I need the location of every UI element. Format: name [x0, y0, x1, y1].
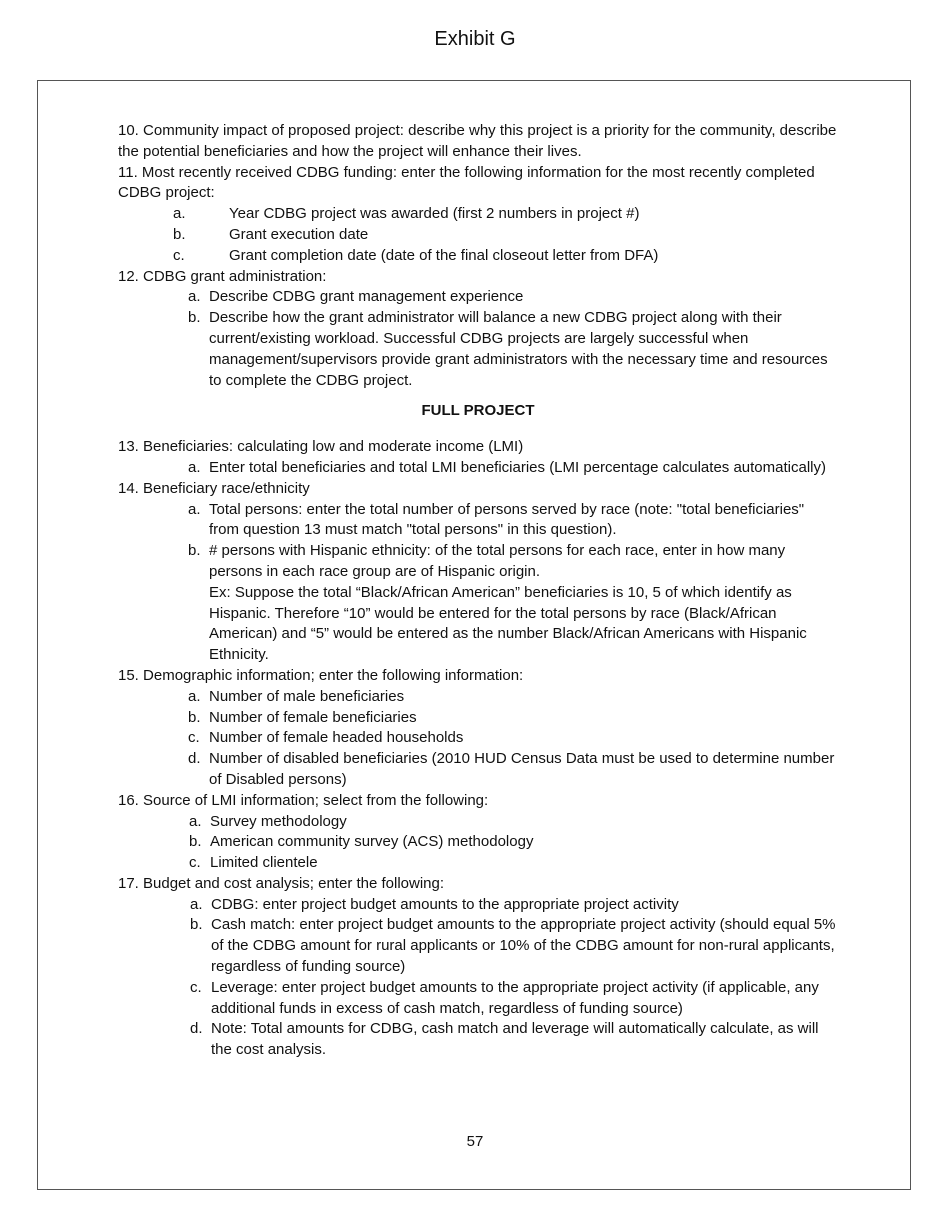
list-item	[118, 225, 838, 246]
page-number: 57	[466, 1133, 484, 1150]
list-marker: c.	[189, 854, 201, 872]
list-marker: d.	[190, 1020, 203, 1038]
list-item-text: Cash match: enter project budget amounts to the appropriate project activity (should equal 5% of the CDBG amount for rural applicants or 10% of the CDBG amount for non-rural applicants, regardless of funding source)	[211, 916, 836, 976]
list-item	[118, 541, 838, 666]
list-marker: a.	[190, 895, 203, 913]
list-item-text: CDBG: enter project budget amounts to the appropriate project activity	[211, 895, 679, 913]
list-item	[118, 308, 838, 391]
list-marker: c.	[173, 246, 185, 264]
list-item	[118, 978, 838, 1020]
list-item-text: Grant execution date	[229, 225, 369, 243]
list-marker: d.	[188, 750, 201, 768]
list-marker: c.	[190, 978, 202, 996]
list-item	[118, 204, 838, 225]
question-10: 10. Community impact of proposed project: describe why this project is a priority for the community, describe the potential beneficiaries and how the project will enhance their lives.	[118, 122, 837, 160]
list-item	[118, 246, 838, 267]
list-item	[118, 1019, 838, 1061]
question-16: 16. Source of LMI information; select from the following:	[118, 791, 489, 809]
question-17: 17. Budget and cost analysis; enter the following:	[118, 874, 445, 892]
list-item	[118, 728, 838, 749]
list-item-text: Describe how the grant administrator will balance a new CDBG project along with their current/existing workload. Successful CDBG projects are largely successful when management/supervisors provide grant administrators with the necessary time and resources to complete the CDBG project.	[209, 309, 828, 389]
list-item	[118, 915, 838, 977]
list-item	[118, 749, 838, 791]
list-item-text: Year CDBG project was awarded (first 2 numbers in project #)	[229, 205, 640, 223]
list-item-text: # persons with Hispanic ethnicity: of the total persons for each race, enter in how many persons in each race group are of Hispanic origin.	[209, 542, 786, 580]
list-item-text: Describe CDBG grant management experience	[209, 288, 524, 306]
list-item-text: Note: Total amounts for CDBG, cash match and leverage will automatically calculate, as will the cost analysis.	[211, 1020, 819, 1059]
question-14: 14. Beneficiary race/ethnicity	[118, 479, 310, 497]
list-item-text: Number of disabled beneficiaries (2010 HUD Census Data must be used to determine number of Disabled persons)	[209, 750, 835, 788]
list-marker: a.	[188, 687, 201, 705]
list-item	[118, 287, 838, 308]
list-marker: a.	[173, 205, 186, 223]
list-marker: b.	[173, 225, 186, 243]
list-item-text: Leverage: enter project budget amounts to the appropriate project activity (if applicable, any additional funds in excess of cash match, regardless of funding source)	[211, 978, 819, 1017]
list-item	[118, 500, 838, 542]
list-item-text: Total persons: enter the total number of persons served by race (note: "total beneficiaries" from question 13 must match "total persons" in this question).	[209, 500, 805, 539]
list-item	[118, 853, 838, 874]
list-item	[118, 708, 838, 729]
question-12: 12. CDBG grant administration:	[118, 267, 327, 285]
list-marker: a.	[188, 458, 201, 476]
list-marker: b.	[188, 309, 201, 327]
question-13: 13. Beneficiaries: calculating low and moderate income (LMI)	[118, 438, 524, 456]
list-marker: b.	[190, 916, 203, 934]
example-text: Ex: Suppose the total “Black/African American” beneficiaries is 10, 5 of which identify as Hispanic. Therefore “10” would be entered for the total persons by race (Black/African American) and “5” would be entered as the number Black/African Americans with Hispanic Ethnicity.	[209, 583, 807, 664]
list-marker: b.	[188, 708, 201, 726]
list-marker: b.	[188, 542, 201, 560]
list-item-text: Number of female beneficiaries	[209, 708, 417, 726]
list-item-text: Number of female headed households	[209, 729, 464, 747]
list-item	[118, 832, 838, 853]
list-item	[118, 895, 838, 916]
question-11: 11. Most recently received CDBG funding: enter the following information for the most recently completed CDBG project:	[118, 163, 815, 202]
list-item	[118, 687, 838, 708]
list-marker: a.	[189, 812, 202, 830]
full-project-heading: FULL PROJECT	[421, 402, 535, 420]
list-marker: a.	[188, 500, 201, 518]
list-item	[118, 458, 838, 479]
list-item-text: Number of male beneficiaries	[209, 687, 405, 705]
list-marker: c.	[188, 729, 200, 747]
list-marker: a.	[188, 288, 201, 306]
list-item-text: Limited clientele	[210, 854, 318, 872]
list-item-text: American community survey (ACS) methodology	[210, 833, 534, 851]
list-item	[118, 812, 838, 833]
list-item-text: Enter total beneficiaries and total LMI beneficiaries (LMI percentage calculates automatically)	[209, 458, 826, 476]
list-item-text: Survey methodology	[210, 812, 347, 830]
list-item-text: Grant completion date (date of the final closeout letter from DFA)	[229, 246, 659, 264]
document-body	[118, 121, 838, 1061]
exhibit-title: Exhibit G	[434, 28, 516, 50]
question-15: 15. Demographic information; enter the following information:	[118, 666, 524, 684]
list-marker: b.	[189, 833, 202, 851]
